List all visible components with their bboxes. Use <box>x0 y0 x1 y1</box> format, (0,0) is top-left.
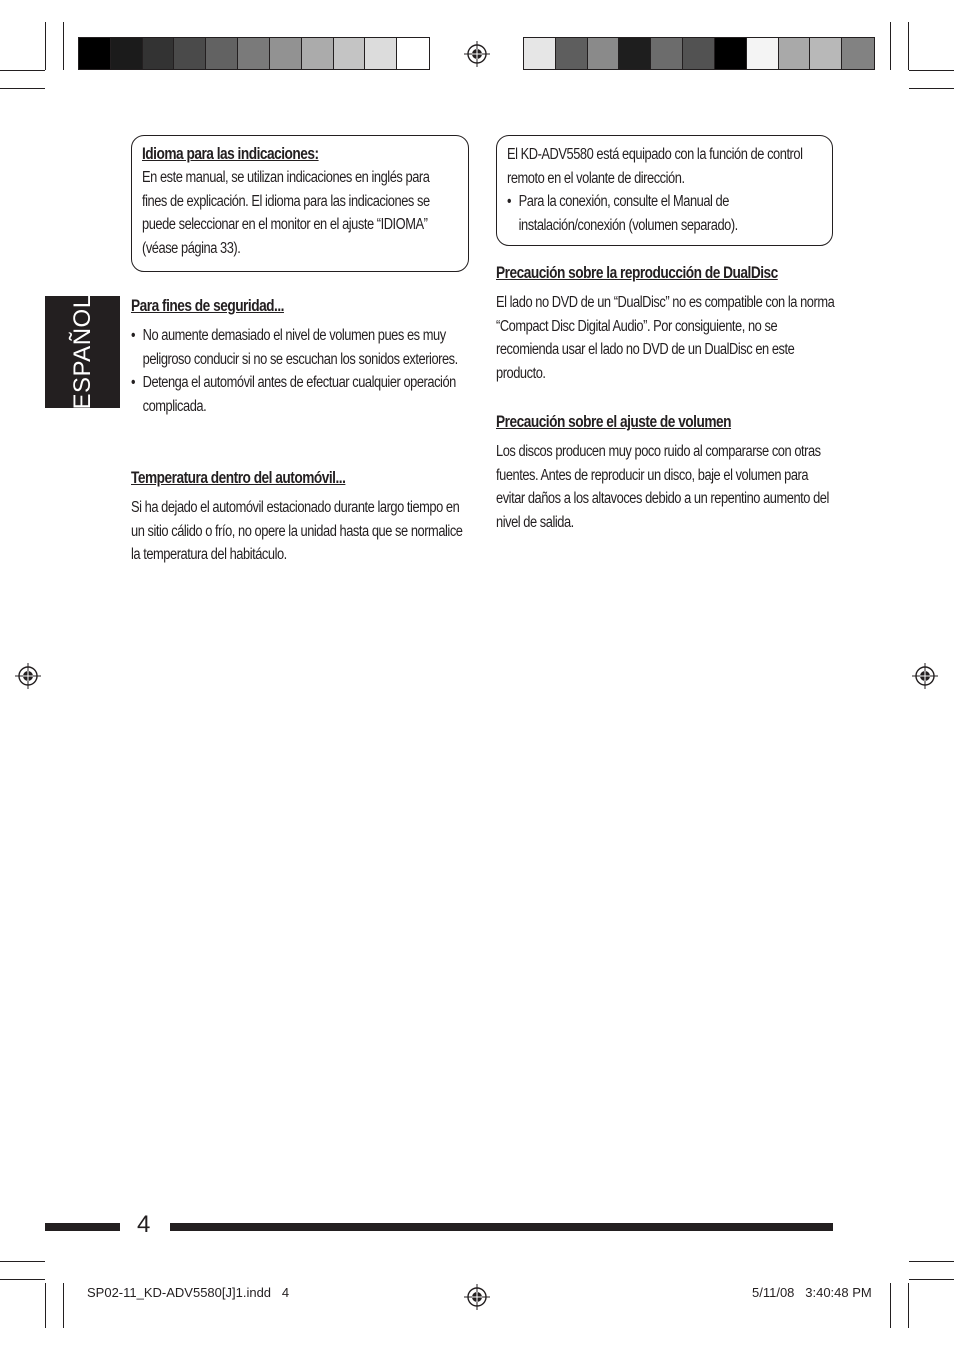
color-swatch <box>302 38 334 69</box>
registration-mark-icon <box>464 1284 490 1310</box>
color-swatch <box>779 38 811 69</box>
registration-mark-icon <box>464 41 490 67</box>
color-swatch <box>79 38 111 69</box>
crop-mark <box>45 22 46 70</box>
dualdisc-text: El lado no DVD de un “DualDisc” no es compatible con la norma “Compact Disc Digital Audio”. Por consiguiente, no se recomienda usar el lado no DVD de un DualDisc en este producto. <box>496 294 835 382</box>
language-side-tab <box>45 296 120 408</box>
color-swatch <box>619 38 651 69</box>
registration-mark-icon <box>15 663 41 689</box>
crop-mark <box>63 1283 64 1328</box>
crop-mark <box>0 1279 45 1280</box>
crop-mark <box>890 22 891 70</box>
crop-mark <box>0 88 45 89</box>
color-swatch <box>747 38 779 69</box>
note-box-language-text: En este manual, se utilizan indicaciones en inglés para fines de explicación. El idioma para las indicaciones se puede seleccionar en el monitor en el ajuste “IDIOMA” (véase página 33). <box>142 169 430 257</box>
color-swatch <box>556 38 588 69</box>
crop-mark <box>45 1283 46 1328</box>
volume-heading: Precaución sobre el ajuste de volumen <box>496 413 732 431</box>
crop-mark <box>63 22 64 70</box>
crop-mark <box>908 22 909 70</box>
color-swatch <box>651 38 683 69</box>
color-swatch <box>270 38 302 69</box>
section-volume <box>496 410 835 534</box>
color-swatch <box>588 38 620 69</box>
crop-mark <box>0 70 45 71</box>
dualdisc-heading: Precaución sobre la reproducción de DualDisc <box>496 264 778 282</box>
footer-rule-left <box>45 1223 120 1231</box>
color-swatch <box>524 38 556 69</box>
temperature-text: Si ha dejado el automóvil estacionado durante largo tiempo en un sitio cálido o frío, no opere la unidad hasta que se normalice la temperatura del habitáculo. <box>131 499 463 563</box>
note-box-language-content <box>142 142 457 260</box>
safety-bullet-list <box>131 324 467 418</box>
color-swatch <box>397 38 429 69</box>
registration-mark-icon <box>912 663 938 689</box>
crop-mark <box>909 70 954 71</box>
language-tab-label: ESPAÑOL <box>68 294 96 410</box>
crop-mark <box>0 1261 45 1262</box>
section-temperature <box>131 466 467 567</box>
section-dualdisc <box>496 261 835 385</box>
section-safety <box>131 294 467 418</box>
list-item: • Detenga el automóvil antes de efectuar cualquier operación complicada. <box>131 371 467 418</box>
color-swatch <box>174 38 206 69</box>
color-swatch <box>111 38 143 69</box>
note-box-language-heading: Idioma para las indicaciones: <box>142 145 319 163</box>
color-swatch <box>810 38 842 69</box>
color-swatch <box>842 38 874 69</box>
note-box-remote-content <box>507 143 827 237</box>
crop-mark <box>890 1283 891 1328</box>
color-calibration-bar-right <box>523 37 875 70</box>
list-item: • No aumente demasiado el nivel de volumen pues es muy peligroso conducir si no se escuchan los sonidos exteriores. <box>131 324 467 371</box>
color-swatch <box>238 38 270 69</box>
temperature-heading: Temperatura dentro del automóvil... <box>131 469 346 487</box>
safety-heading: Para fines de seguridad... <box>131 297 284 315</box>
file-slug: SP02-11_KD-ADV5580[J]1.indd 4 <box>87 1285 290 1300</box>
note-box-remote-text: El KD-ADV5580 está equipado con la función de control remoto en el volante de dirección. <box>507 146 803 187</box>
color-calibration-bar-left <box>78 37 430 70</box>
date-slug: 5/11/08 3:40:48 PM <box>752 1285 872 1300</box>
color-swatch <box>206 38 238 69</box>
color-swatch <box>683 38 715 69</box>
color-swatch <box>365 38 397 69</box>
crop-mark <box>908 1283 909 1328</box>
volume-text: Los discos producen muy poco ruido al compararse con otras fuentes. Antes de reproducir un disco, baje el volumen para evitar daños a los altavoces debido a un repentino aumento del nivel de salida. <box>496 443 829 531</box>
page-number: 4 <box>137 1211 151 1238</box>
color-swatch <box>143 38 175 69</box>
list-item: • Para la conexión, consulte el Manual de instalación/conexión (volumen separado). <box>507 190 827 237</box>
color-swatch <box>334 38 366 69</box>
footer-rule-right <box>170 1223 833 1231</box>
note-box-remote-bullets <box>507 190 827 237</box>
color-swatch <box>715 38 747 69</box>
crop-mark <box>909 1279 954 1280</box>
crop-mark <box>909 88 954 89</box>
crop-mark <box>909 1261 954 1262</box>
